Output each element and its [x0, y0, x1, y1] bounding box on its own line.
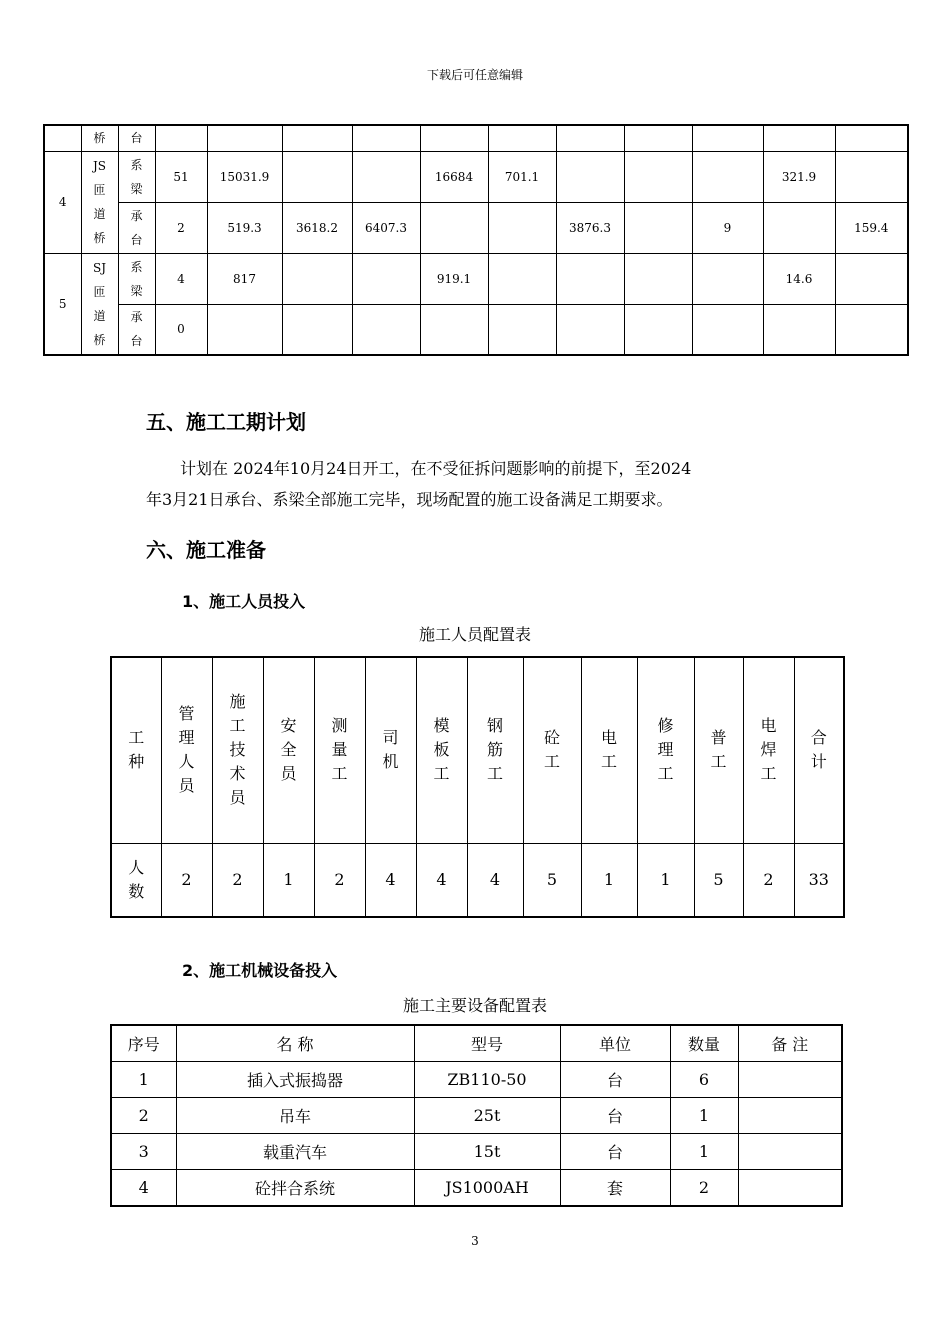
value-cell	[282, 151, 352, 202]
personnel-header-cell-char: 工	[229, 716, 246, 736]
value-cell	[763, 202, 835, 253]
value-cell	[692, 151, 763, 202]
equipment-header-cell: 序号	[111, 1025, 176, 1062]
equipment-header-cell: 名 称	[176, 1025, 414, 1062]
personnel-header-cell-char: 员	[178, 776, 195, 796]
value-cell: 51	[155, 151, 207, 202]
equipment-cell	[738, 1062, 842, 1098]
equipment-cell	[738, 1170, 842, 1207]
equipment-cell: 3	[111, 1134, 176, 1170]
equipment-table	[110, 1024, 843, 1207]
value-cell: 9	[692, 202, 763, 253]
part-cell-char: 梁	[130, 283, 143, 298]
equipment-cell: 2	[670, 1170, 738, 1207]
table-row	[44, 151, 908, 202]
personnel-row-label	[111, 843, 161, 917]
value-cell	[352, 151, 420, 202]
personnel-header-cell	[416, 657, 467, 843]
personnel-header-cell-char: 工	[600, 752, 617, 772]
bridge-name-cell-char: 道	[93, 207, 106, 221]
personnel-header-cell-char: 种	[128, 752, 145, 772]
personnel-header-cell	[523, 657, 581, 843]
part-cell-char: 台	[130, 232, 143, 247]
equipment-cell: 1	[670, 1098, 738, 1134]
personnel-header-cell-char: 工	[331, 764, 348, 784]
value-cell	[352, 125, 420, 151]
personnel-count-cell: 1	[581, 843, 637, 917]
value-cell: 3618.2	[282, 202, 352, 253]
section-6-heading: 六、施工准备	[146, 538, 266, 562]
personnel-header-cell-char: 电	[600, 728, 617, 748]
personnel-header-cell-char: 普	[710, 728, 727, 748]
personnel-header-cell-char: 电	[760, 716, 777, 736]
personnel-header-cell-char: 工	[486, 764, 503, 784]
equipment-cell: 1	[111, 1062, 176, 1098]
item-number-cell	[44, 125, 81, 151]
value-cell	[692, 304, 763, 355]
value-cell: 159.4	[835, 202, 908, 253]
personnel-count-cell: 4	[416, 843, 467, 917]
value-cell	[556, 253, 624, 304]
value-cell	[556, 304, 624, 355]
personnel-header-cell-char: 计	[810, 752, 827, 772]
equipment-cell: 台	[560, 1098, 670, 1134]
value-cell	[763, 304, 835, 355]
value-cell	[624, 253, 692, 304]
personnel-header-cell-char: 工	[710, 752, 727, 772]
equipment-cell: 台	[560, 1062, 670, 1098]
personnel-count-cell: 2	[314, 843, 365, 917]
personnel-count-cell: 2	[743, 843, 794, 917]
bridge-name-cell-char: 匝	[93, 284, 106, 299]
personnel-header-cell	[263, 657, 314, 843]
table-row	[44, 125, 908, 151]
value-cell: 0	[155, 304, 207, 355]
bridge-name-cell-char: 匝	[93, 183, 106, 197]
value-cell: 701.1	[488, 151, 556, 202]
personnel-header-cell	[794, 657, 844, 843]
part-cell	[118, 202, 155, 253]
part-cell-char: 系	[130, 259, 143, 274]
table-row	[111, 1062, 842, 1098]
value-cell: 817	[207, 253, 282, 304]
personnel-header-cell-char: 全	[280, 740, 297, 760]
equipment-cell: 套	[560, 1170, 670, 1207]
personnel-header-cell	[467, 657, 523, 843]
section-5-paragraph-line-1: 计划在 2024年10月24日开工，在不受征拆问题影响的前提下，至2024	[180, 459, 692, 478]
personnel-header-cell-char: 钢	[486, 716, 503, 736]
value-cell	[835, 125, 908, 151]
value-cell	[556, 125, 624, 151]
bridge-name-cell-char: 桥	[93, 131, 106, 146]
value-cell: 3876.3	[556, 202, 624, 253]
personnel-header-cell-char: 板	[433, 740, 450, 760]
personnel-header-cell-char: 合	[810, 728, 827, 748]
equipment-cell: JS1000AH	[414, 1170, 560, 1207]
value-cell	[420, 202, 488, 253]
value-cell: 321.9	[763, 151, 835, 202]
value-cell	[488, 253, 556, 304]
value-cell	[488, 202, 556, 253]
value-cell: 919.1	[420, 253, 488, 304]
value-cell	[488, 304, 556, 355]
equipment-cell: 吊车	[176, 1098, 414, 1134]
value-cell	[835, 304, 908, 355]
part-cell	[118, 304, 155, 355]
header-note: 下载后可任意编辑	[426, 68, 523, 82]
personnel-count-cell: 1	[637, 843, 694, 917]
part-cell-char: 台	[130, 131, 143, 146]
equipment-cell: 4	[111, 1170, 176, 1207]
bridge-name-cell-char: 道	[93, 308, 106, 323]
equipment-cell: 2	[111, 1098, 176, 1134]
value-cell	[207, 304, 282, 355]
value-cell	[835, 151, 908, 202]
equipment-cell: 1	[670, 1134, 738, 1170]
value-cell	[207, 125, 282, 151]
personnel-header-cell	[365, 657, 416, 843]
item-number-cell: 4	[44, 151, 81, 253]
part-cell-char: 系	[130, 157, 143, 172]
personnel-header-cell	[111, 657, 161, 843]
equipment-header-row	[111, 1025, 842, 1062]
personnel-header-cell-char: 技	[229, 740, 246, 760]
personnel-header-cell	[581, 657, 637, 843]
equipment-cell: ZB110-50	[414, 1062, 560, 1098]
personnel-count-cell: 4	[467, 843, 523, 917]
personnel-header-cell-char: 管	[178, 704, 195, 724]
bridge-name-cell-char: 桥	[93, 231, 106, 245]
personnel-count-cell: 5	[523, 843, 581, 917]
personnel-header-cell-char: 工	[128, 728, 145, 748]
value-cell	[624, 304, 692, 355]
value-cell	[420, 304, 488, 355]
personnel-header-cell-char: 人	[178, 752, 195, 772]
personnel-count-cell: 1	[263, 843, 314, 917]
table-row	[111, 1170, 842, 1207]
subsection-equipment-heading: 2、施工机械设备投入	[182, 961, 338, 980]
bridge-name-cell-char: 桥	[93, 332, 106, 347]
equipment-cell: 砼拌合系统	[176, 1170, 414, 1207]
personnel-header-cell-char: 修	[657, 716, 674, 736]
value-cell	[624, 125, 692, 151]
equipment-cell: 载重汽车	[176, 1134, 414, 1170]
personnel-header-cell-char: 量	[331, 740, 348, 760]
bridge-name-cell-char: SJ	[92, 260, 107, 275]
personnel-table	[110, 656, 845, 918]
equipment-header-cell: 型号	[414, 1025, 560, 1062]
personnel-header-cell	[694, 657, 743, 843]
value-cell: 519.3	[207, 202, 282, 253]
table-row	[111, 1134, 842, 1170]
personnel-count-cell: 33	[794, 843, 844, 917]
equipment-cell	[738, 1098, 842, 1134]
part-cell	[118, 151, 155, 202]
page-number: 3	[471, 1234, 479, 1248]
equipment-table-caption: 施工主要设备配置表	[402, 996, 547, 1015]
bridge-name-cell	[81, 253, 118, 355]
value-cell	[352, 253, 420, 304]
personnel-count-cell: 5	[694, 843, 743, 917]
quantity-table	[43, 124, 909, 356]
equipment-header-cell: 数量	[670, 1025, 738, 1062]
part-cell-char: 承	[130, 208, 143, 223]
item-number-cell: 5	[44, 253, 81, 355]
personnel-header-cell-char: 员	[229, 788, 246, 808]
value-cell	[835, 253, 908, 304]
bridge-name-cell-char: JS	[92, 159, 107, 173]
equipment-cell: 台	[560, 1134, 670, 1170]
value-cell	[282, 304, 352, 355]
personnel-header-cell-char: 模	[433, 716, 450, 736]
personnel-header-cell-char: 砼	[543, 728, 560, 748]
value-cell: 14.6	[763, 253, 835, 304]
equipment-cell: 25t	[414, 1098, 560, 1134]
personnel-count-cell: 4	[365, 843, 416, 917]
personnel-header-row	[111, 657, 844, 843]
personnel-row-label-char: 数	[128, 881, 145, 901]
equipment-cell: 15t	[414, 1134, 560, 1170]
value-cell	[624, 202, 692, 253]
table-row	[44, 304, 908, 355]
part-cell	[118, 253, 155, 304]
personnel-header-cell-char: 工	[433, 764, 450, 784]
personnel-header-cell-char: 员	[280, 764, 297, 784]
value-cell: 4	[155, 253, 207, 304]
personnel-header-cell-char: 司	[382, 728, 399, 748]
personnel-row-label-char: 人	[128, 857, 145, 877]
section-5-paragraph-line-2: 年3月21日承台、系梁全部施工完毕，现场配置的施工设备满足工期要求。	[146, 490, 673, 509]
personnel-header-cell	[637, 657, 694, 843]
personnel-header-cell-char: 机	[382, 752, 399, 772]
personnel-header-cell-char: 施	[229, 692, 246, 712]
personnel-header-cell	[161, 657, 212, 843]
subsection-personnel-heading: 1、施工人员投入	[182, 592, 306, 611]
value-cell	[352, 304, 420, 355]
value-cell	[763, 125, 835, 151]
personnel-header-cell-char: 工	[543, 752, 560, 772]
value-cell	[488, 125, 556, 151]
value-cell: 6407.3	[352, 202, 420, 253]
section-5-heading: 五、施工工期计划	[146, 410, 306, 434]
bridge-name-cell	[81, 151, 118, 253]
personnel-header-cell-char: 筋	[486, 740, 503, 760]
table-row	[44, 202, 908, 253]
value-cell	[420, 125, 488, 151]
equipment-header-cell: 单位	[560, 1025, 670, 1062]
value-cell	[155, 125, 207, 151]
table-row	[44, 253, 908, 304]
value-cell	[624, 151, 692, 202]
personnel-header-cell-char: 术	[229, 764, 246, 784]
personnel-header-cell-char: 焊	[760, 740, 777, 760]
value-cell: 2	[155, 202, 207, 253]
personnel-header-cell-char: 理	[178, 728, 195, 748]
personnel-count-row	[111, 843, 844, 917]
bridge-name-cell	[81, 125, 118, 151]
personnel-table-caption: 施工人员配置表	[418, 625, 531, 644]
value-cell	[282, 253, 352, 304]
equipment-cell: 插入式振捣器	[176, 1062, 414, 1098]
equipment-cell: 6	[670, 1062, 738, 1098]
value-cell	[556, 151, 624, 202]
personnel-header-cell	[212, 657, 263, 843]
personnel-header-cell	[743, 657, 794, 843]
personnel-header-cell-char: 安	[280, 716, 297, 736]
personnel-header-cell	[314, 657, 365, 843]
personnel-header-cell-char: 工	[657, 764, 674, 784]
part-cell-char: 承	[130, 310, 143, 325]
value-cell	[282, 125, 352, 151]
part-cell-char: 梁	[130, 181, 143, 196]
personnel-header-cell-char: 工	[760, 764, 777, 784]
personnel-header-cell-char: 理	[657, 740, 674, 760]
value-cell: 16684	[420, 151, 488, 202]
part-cell-char: 台	[130, 334, 143, 349]
value-cell	[692, 125, 763, 151]
value-cell	[692, 253, 763, 304]
personnel-header-cell-char: 测	[331, 716, 348, 736]
table-row	[111, 1098, 842, 1134]
value-cell: 15031.9	[207, 151, 282, 202]
personnel-count-cell: 2	[212, 843, 263, 917]
equipment-cell	[738, 1134, 842, 1170]
equipment-header-cell: 备 注	[738, 1025, 842, 1062]
part-cell	[118, 125, 155, 151]
personnel-count-cell: 2	[161, 843, 212, 917]
